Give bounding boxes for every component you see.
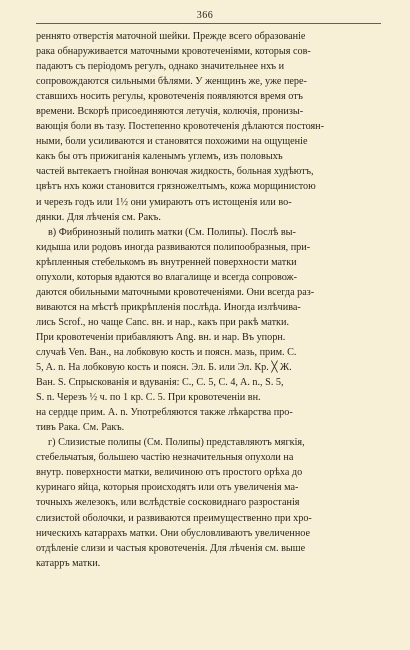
text-line: лись Scrof., но чаще Canc. вн. и нар., какъ при ракѣ матки. [36, 316, 290, 328]
text-line: падаютъ съ періодомъ регулъ, однако значительнее нхъ и [36, 61, 285, 73]
text-line: в) Фибринозный полипъ матки (См. Полипы). Послѣ вы- [48, 226, 296, 238]
text-line: ными, боли усиливаются и становятся похожими на ощущеніе [36, 136, 308, 148]
text-line: вающія боли въ тазу. Постепенно кровотеченія дѣлаются постоян- [36, 121, 325, 133]
text-line: сопровождаются сильными бѣлями. У женщинъ же, уже пере- [36, 76, 307, 88]
text-line: и черезъ годъ или 1½ они умираютъ отъ истощенія или во- [36, 196, 292, 208]
text-line: времени. Вскорѣ присоединяются летучія, колючія, пронизы- [36, 106, 304, 118]
text-line: 5, A. n. На лобковую кость и поясн. Эл. Б. или Эл. Кр. ╳ Ж. [36, 362, 292, 374]
text-line: отдѣленіе слизи и частыя кровотеченія. Для лѣченія см. выше [36, 542, 306, 554]
text-line: случаѣ Ven. Ван., на лобковую кость и поясн. мазь, прим. C. [36, 346, 297, 358]
text-line: крѣпленныя стебелькомъ въ внутренней поверхности матки [36, 256, 297, 268]
text-line: кидыша или родовъ иногда развиваются полипообразныя, при- [36, 241, 311, 253]
text-line: частей вытекаетъ гнойная вонючая жидкость, больная худѣютъ, [36, 166, 314, 178]
text-line: тивъ Рака. См. Ракъ. [36, 422, 125, 434]
text-line: куринаго яйца, которыя происходятъ или отъ увеличенія ма- [36, 482, 299, 494]
text-line: Ван. S. Спрыскованія и вдуванія: C., C. 5, C. 4, A. n., S. 5, [36, 377, 284, 389]
text-line: реннято отверстія маточной шейки. Прежде всего образованіе [36, 31, 306, 42]
text-line: стебельчатыя, большею частію незначительныя опухоли на [36, 452, 294, 464]
text-line: слизистой оболочки, и развиваются преимущественно при хро- [36, 512, 312, 524]
body-text [36, 29, 381, 571]
text-line: какъ бы отъ прижиганія каленымъ углемъ, изъ половыхъ [36, 151, 283, 163]
text-line: опухоли, которыя вдаются во влагалище и всегда сопровож- [36, 271, 297, 283]
text-line: ставшихъ носить регулы, кровотеченія появляются время отъ [36, 91, 303, 103]
text-line: При кровотеченіи прибавляютъ Ang. вн. и нар. Въ упорн. [36, 331, 286, 343]
header-rule [36, 23, 381, 24]
text-line: даются обильными маточными кровотеченіями. Они всегда раз- [36, 286, 315, 298]
text-line: дянки. Для лѣченія см. Ракъ. [36, 211, 161, 223]
page-number: 366 [196, 10, 214, 21]
text-line: цвѣтъ нхъ кожи становится грязножелтымъ, кожа морщинистою [36, 181, 316, 193]
text-line: катарръ матки. [36, 557, 101, 569]
text-line: ническихъ катаррахъ матки. Они обусловливаютъ увеличенное [36, 527, 311, 539]
text-line: S. n. Черезъ ½ ч. по 1 кр. C. 5. При кровотеченіи вн. [36, 392, 261, 404]
text-line: внутр. поверхности матки, величиною отъ простого орѣха до [36, 467, 303, 479]
text-line: виваются на мѣстѣ прикрѣпленія послѣда. Иногда излѣчива- [36, 301, 301, 313]
text-line: рака обнаруживается маточными кровотеченіями, которыя сов- [36, 46, 311, 58]
text-line: г) Слизистые полипы (См. Полипы) представляютъ мягкія, [48, 437, 305, 449]
text-line: на сердце прим. A. n. Употребляются также лѣкарства про- [36, 407, 293, 419]
text-line: точныхъ железокъ, или вслѣдствіе сосковиднаго разростанія [36, 497, 300, 509]
